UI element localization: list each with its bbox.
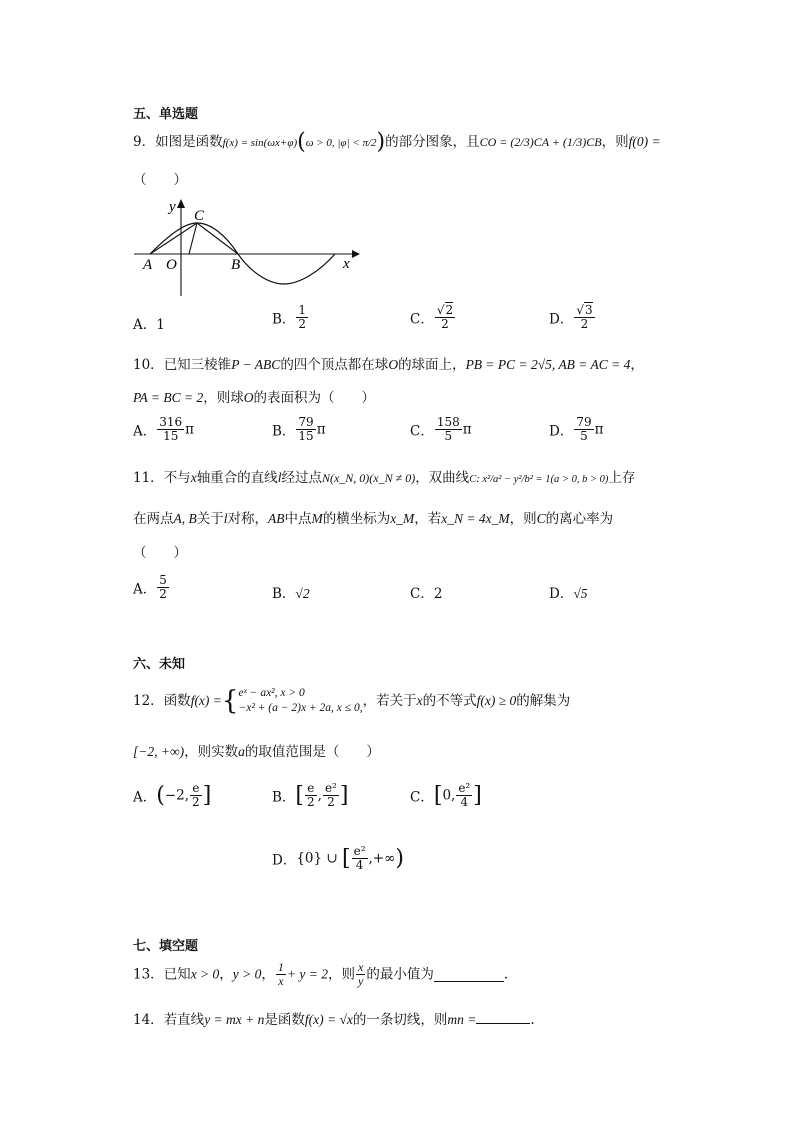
piecewise-case-1: eˣ − ax², x > 0 (238, 687, 305, 699)
section-title-fill-in: 七、填空题 (133, 939, 199, 954)
option-A: A．(−2, $\frac{e}{2}$ ] (133, 781, 212, 809)
label-O: O (166, 257, 177, 273)
option-D: D． $\frac{√3}{2}$ (549, 303, 593, 331)
answer-paren: （ ） (133, 545, 187, 561)
question-14: 14．若直线y = mx + n是函数f(x) = √x的一条切线，则mn = . (133, 1012, 535, 1028)
option-D: D．{0} ∪ [ $\frac{\text{e²}}{4}$ ,+∞) (272, 844, 404, 872)
option-A: A． $\frac{316}{15}$ π (133, 415, 195, 443)
label-y: y (169, 199, 176, 215)
option-C: C．2 (410, 586, 443, 602)
answer-blank[interactable] (476, 1010, 530, 1024)
question-11-line-1: 11．不与x轴重合的直线l经过点N(x_N, 0)(x_N ≠ 0)，双曲线C: x²/a² − y²/b² = 1(a > 0, b > 0)上存 (133, 470, 636, 486)
answer-paren: （ ） (133, 172, 187, 188)
question-13: 13．已知x > 0，y > 0， $\frac{1}{x}$ + y = 2，则 $\frac{x}{y}$ 的最小值为 . (133, 960, 509, 988)
vector-equation: CO = (2/3)CA + (1/3)CB (479, 135, 602, 149)
section-title-single-choice: 五、单选题 (133, 107, 199, 122)
y-axis-arrow (177, 199, 185, 208)
option-A: A．1 (133, 317, 165, 333)
function-expression: f(x) = sin(ωx+φ) (222, 137, 298, 149)
section-title-unknown: 六、未知 (133, 657, 186, 672)
question-text: ，则 (601, 134, 629, 150)
question-12-line-1: 12．函数f(x) ={ eˣ − ax², x > 0 −x² + (a − 2)x + 2a, x ≤ 0, ，若关于x的不等式f(x) ≥ 0的解集为 (133, 686, 571, 716)
option-C: C． $\frac{√2}{2}$ (410, 303, 454, 331)
option-D: D． $\frac{79}{5}$ π (549, 415, 604, 443)
piecewise-case-2: −x² + (a − 2)x + 2a, x ≤ 0, (238, 702, 363, 714)
option-A: A． $\frac{5}{2}$ (133, 573, 167, 601)
option-D: D．√5 (549, 586, 588, 602)
label-C: C (194, 208, 205, 224)
question-12-line-2: [−2, +∞)，则实数a的取值范围是（ ） (133, 744, 380, 760)
x-axis-arrow (352, 250, 360, 258)
question-11-line-2: 在两点A, B关于l对称，AB中点M的横坐标为x_M，若x_N = 4x_M，则C的离心率为 (133, 511, 614, 527)
question-10-line-1: 10．已知三棱锥P − ABC的四个顶点都在球O的球面上，PB = PC = 2√5, AB = AC = 4， (133, 357, 644, 373)
option-B: B． $\frac{1}{2}$ (272, 303, 307, 331)
condition: ω > 0, |φ| < π/2 (305, 137, 377, 149)
question-text: 如图是函数 (155, 134, 223, 150)
question-text: 的部分图象，且 (385, 134, 480, 150)
question-number: 9． (133, 134, 156, 150)
label-A: A (143, 257, 153, 273)
option-C: C．[0, $\frac{\text{e²}}{4}$ ] (410, 781, 482, 809)
question-9-stem: 9．如图是函数f(x) = sin(ωx+φ)(ω > 0, |φ| < π/2)的部分图象，且CO = (2/3)CA + (1/3)CB，则f(0) = (133, 129, 661, 155)
answer-blank[interactable] (434, 968, 504, 982)
option-B: B． $\frac{79}{15}$ π (272, 415, 326, 443)
label-B: B (231, 257, 241, 273)
sine-graph (130, 196, 360, 300)
question-10-line-2: PA = BC = 2，则球O的表面积为（ ） (133, 390, 375, 406)
label-x: x (343, 256, 350, 272)
option-B: B．[ $\frac{e}{2}$ , $\frac{\text{e²}}{2}$ ] (272, 781, 349, 809)
segment-CB (197, 223, 238, 254)
option-B: B．√2 (272, 586, 310, 602)
question-ask: f(0) = (628, 134, 661, 149)
option-C: C． $\frac{158}{5}$ π (410, 415, 472, 443)
